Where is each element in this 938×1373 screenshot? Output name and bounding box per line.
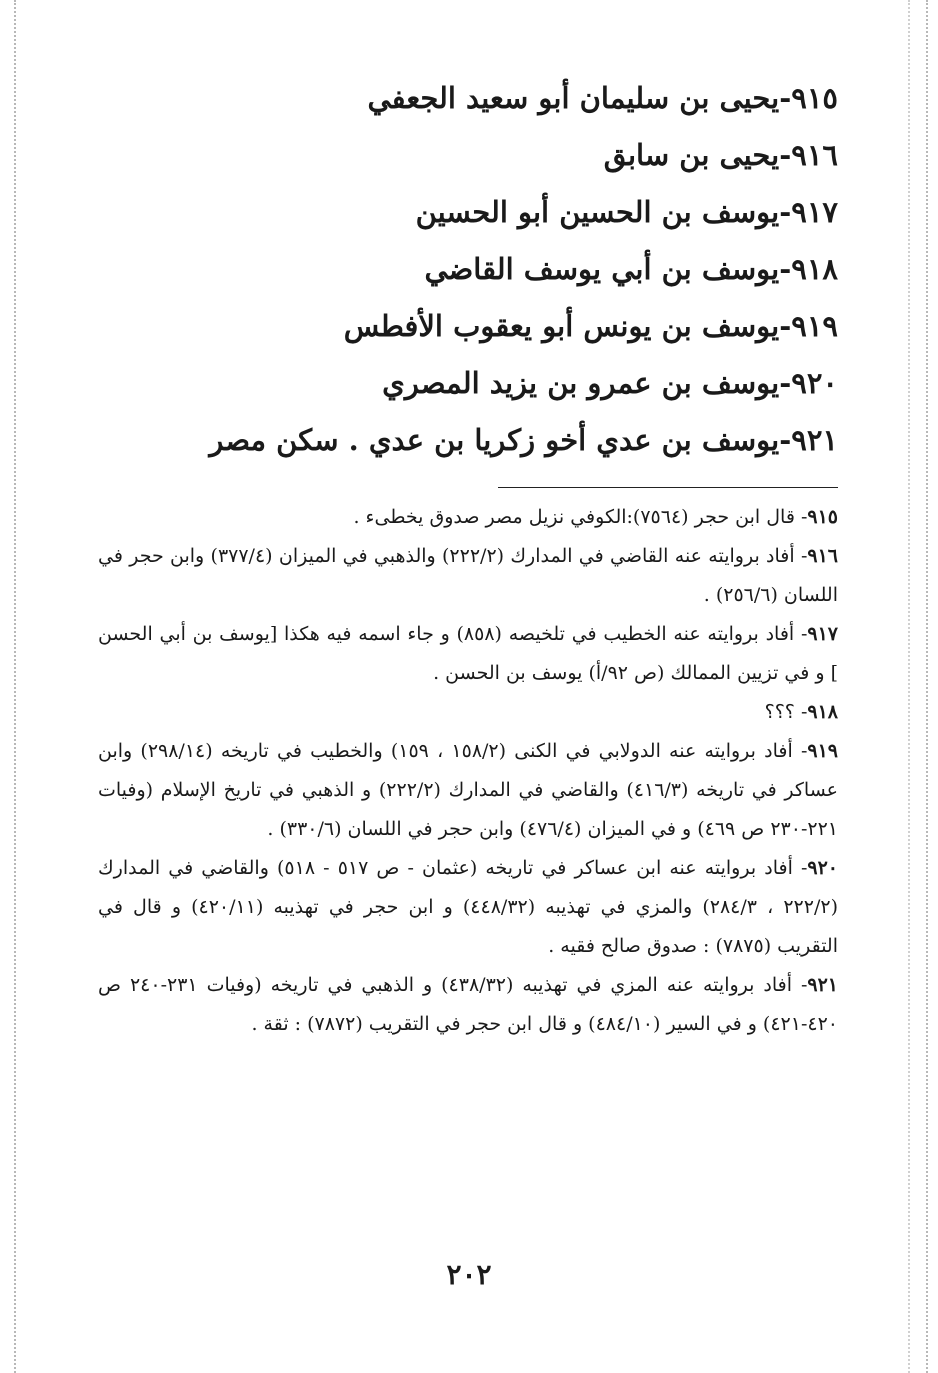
right-margin-dots — [926, 0, 928, 1373]
footnote-text: أفاد بروايته عنه القاضي في المدارك (٢٢٢/٢) والذهبي في الميزان (٣٧٧/٤) وابن حجر في اللسان (٢٥٦/٦) . — [98, 545, 838, 606]
footnote-item — [98, 849, 838, 966]
entry-list — [98, 70, 838, 469]
entry-dash: - — [779, 252, 792, 286]
entry-item — [98, 184, 838, 241]
footnote-item — [98, 615, 838, 693]
entry-number: ٩١٦ — [791, 138, 838, 172]
entry-text: يوسف بن أبي يوسف القاضي — [424, 252, 780, 286]
footnote-number: ٩٢١ — [807, 974, 838, 996]
entry-number: ٩١٧ — [791, 195, 838, 229]
footnote-item — [98, 966, 838, 1044]
footnote-text: أفاد بروايته عنه المزي في تهذيبه (٤٣٨/٣٢) و الذهبي في تاريخه (وفيات ٢٣١-٢٤٠ ص ٤٢٠-٤٢١) و في السير (٤٨٤/١٠) و قال ابن حجر في التقريب (٧٨٧٢) : ثقة . — [98, 974, 838, 1035]
footnote-dash: - — [794, 623, 808, 645]
left-margin-dots — [14, 0, 16, 1373]
footnote-text: أفاد بروايته عنه الدولابي في الكنى (١٥٨/٢ ، ١٥٩) والخطيب في تاريخه (٢٩٨/١٤) وابن عساكر في تاريخه (٤١٦/٣) والقاضي في المدارك (٢٢٢/٢) و الذهبي في تاريخ الإسلام (وفيات ٢٢١-٢٣٠ ص ٤٦٩) و في الميزان (٤٧٦/٤) وابن حجر في اللسان (٣٣٠/٦) . — [98, 740, 839, 840]
right-inner-margin-dots — [908, 0, 910, 1373]
entry-item — [98, 241, 838, 298]
entry-dash: - — [779, 138, 792, 172]
entry-dash: - — [779, 81, 792, 115]
footnote-list — [98, 498, 838, 1044]
footnote-number: ٩٢٠ — [807, 857, 839, 879]
footnote-number: ٩١٦ — [807, 545, 838, 567]
footnote-number: ٩١٥ — [807, 506, 838, 528]
footnote-number: ٩١٧ — [807, 623, 838, 645]
entry-text: يوسف بن عمرو بن يزيد المصري — [382, 366, 780, 400]
footnote-text: ؟؟؟ — [764, 701, 795, 723]
entry-dash: - — [779, 423, 792, 457]
footnote-number: ٩١٨ — [807, 701, 838, 723]
entry-item — [98, 70, 838, 127]
footnote-dash: - — [794, 506, 808, 528]
footnote-dash: - — [794, 545, 808, 567]
footnote-dash: - — [792, 857, 808, 879]
footnote-divider — [498, 487, 838, 488]
entry-text: يحيى بن سابق — [603, 138, 780, 172]
entry-number: ٩١٩ — [791, 309, 838, 343]
entry-number: ٩١٥ — [791, 81, 838, 115]
footnote-item — [98, 693, 838, 732]
footnote-text: قال ابن حجر (٧٥٦٤):الكوفي نزيل مصر صدوق يخطىء . — [353, 506, 795, 528]
page-number: ٢٠٢ — [446, 1258, 492, 1291]
entry-dash: - — [779, 195, 792, 229]
footnote-item — [98, 498, 838, 537]
footnote-number: ٩١٩ — [807, 740, 838, 762]
entry-dash: - — [779, 366, 792, 400]
entry-number: ٩٢١ — [791, 423, 838, 457]
entry-item — [98, 355, 838, 412]
entry-dash: - — [779, 309, 792, 343]
entry-text: يوسف بن الحسين أبو الحسين — [415, 195, 780, 229]
entry-text: يوسف بن عدي أخو زكريا بن عدي . سكن مصر — [209, 423, 780, 457]
footnote-item — [98, 537, 838, 615]
entry-item — [98, 412, 838, 469]
footnote-dash: - — [792, 740, 808, 762]
entry-number: ٩٢٠ — [791, 366, 838, 400]
footnote-text: أفاد بروايته عنه ابن عساكر في تاريخه (عثمان - ص ٥١٧ - ٥١٨) والقاضي في المدارك (٢٢٢/٢ ، ٢٨٤/٣) والمزي في تهذيبه (٤٤٨/٣٢) و ابن حجر في تهذيبه (٤٢٠/١١) و قال في التقريب (٧٨٧٥) : صدوق صالح فقيه . — [98, 857, 838, 957]
entry-item — [98, 298, 838, 355]
entry-text: يوسف بن يونس أبو يعقوب الأفطس — [343, 309, 780, 343]
footnote-dash: - — [794, 701, 808, 723]
footnote-text: أفاد بروايته عنه الخطيب في تلخيصه (٨٥٨) و جاء اسمه فيه هكذا [يوسف بن أبي الحسن ] و في تزيين الممالك (ص ٩٢/أ) يوسف بن الحسن . — [98, 623, 838, 684]
footnote-dash: - — [791, 974, 808, 996]
entry-text: يحيى بن سليمان أبو سعيد الجعفي — [367, 81, 780, 115]
entry-item — [98, 127, 838, 184]
entry-number: ٩١٨ — [791, 252, 838, 286]
footnote-item — [98, 732, 838, 849]
document-page — [98, 70, 838, 1044]
